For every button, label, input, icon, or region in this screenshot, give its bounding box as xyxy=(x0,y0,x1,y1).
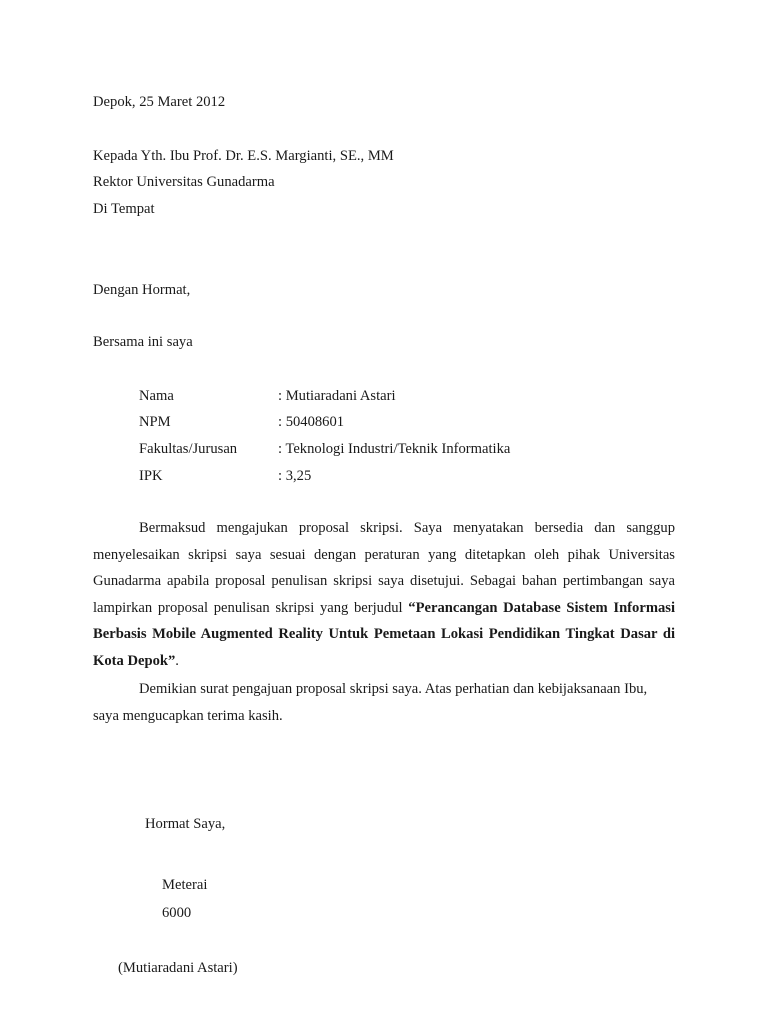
closing-paragraph xyxy=(93,676,675,729)
field-label-nama: Nama xyxy=(139,388,174,404)
body-end: . xyxy=(175,652,179,669)
recipient-line-2: Rektor Universitas Gunadarma xyxy=(93,174,275,190)
signoff: Hormat Saya, xyxy=(145,816,226,832)
field-value-nama: : Mutiaradani Astari xyxy=(278,388,396,404)
signature-name: (Mutiaradani Astari) xyxy=(118,960,238,976)
field-value-npm: : 50408601 xyxy=(278,414,345,430)
closing-text: Demikian surat pengajuan proposal skripsi saya. Atas perhatian dan kebijaksanaan Ibu, saya mengucapkan terima kasih. xyxy=(93,681,648,724)
proposal-title: “Perancangan Database Sistem Informasi Berbasis Mobile Augmented Reality Untuk Pemetaan Lokasi Pendidikan Tingkat Dasar di Kota Depok” xyxy=(93,599,676,669)
recipient-line-1: Kepada Yth. Ibu Prof. Dr. E.S. Margianti, SE., MM xyxy=(93,148,394,164)
field-label-npm: NPM xyxy=(139,414,171,430)
body-text: Bermaksud mengajukan proposal skripsi. Saya menyatakan bersedia dan sanggup menyelesaikan skripsi saya sesuai dengan peraturan yang ditetapkan oleh pihak Universitas Gunadarma apabila proposal penulisan skripsi saya disetujui. Sebagai bahan pertimbangan saya lampirkan proposal penulisan skripsi yang berjudul xyxy=(93,520,675,616)
field-label-ipk: IPK xyxy=(139,468,163,484)
stamp-label: Meterai xyxy=(162,877,208,893)
recipient-line-3: Di Tempat xyxy=(93,201,155,217)
intro-text: Bersama ini saya xyxy=(93,334,193,350)
letter-date: Depok, 25 Maret 2012 xyxy=(93,94,226,110)
body-paragraph xyxy=(93,515,675,675)
stamp-value: 6000 xyxy=(162,905,192,921)
field-label-fakultas: Fakultas/Jurusan xyxy=(139,441,238,457)
field-value-fakultas: : Teknologi Industri/Teknik Informatika xyxy=(278,441,511,457)
field-value-ipk: : 3,25 xyxy=(278,468,312,484)
greeting: Dengan Hormat, xyxy=(93,282,191,298)
